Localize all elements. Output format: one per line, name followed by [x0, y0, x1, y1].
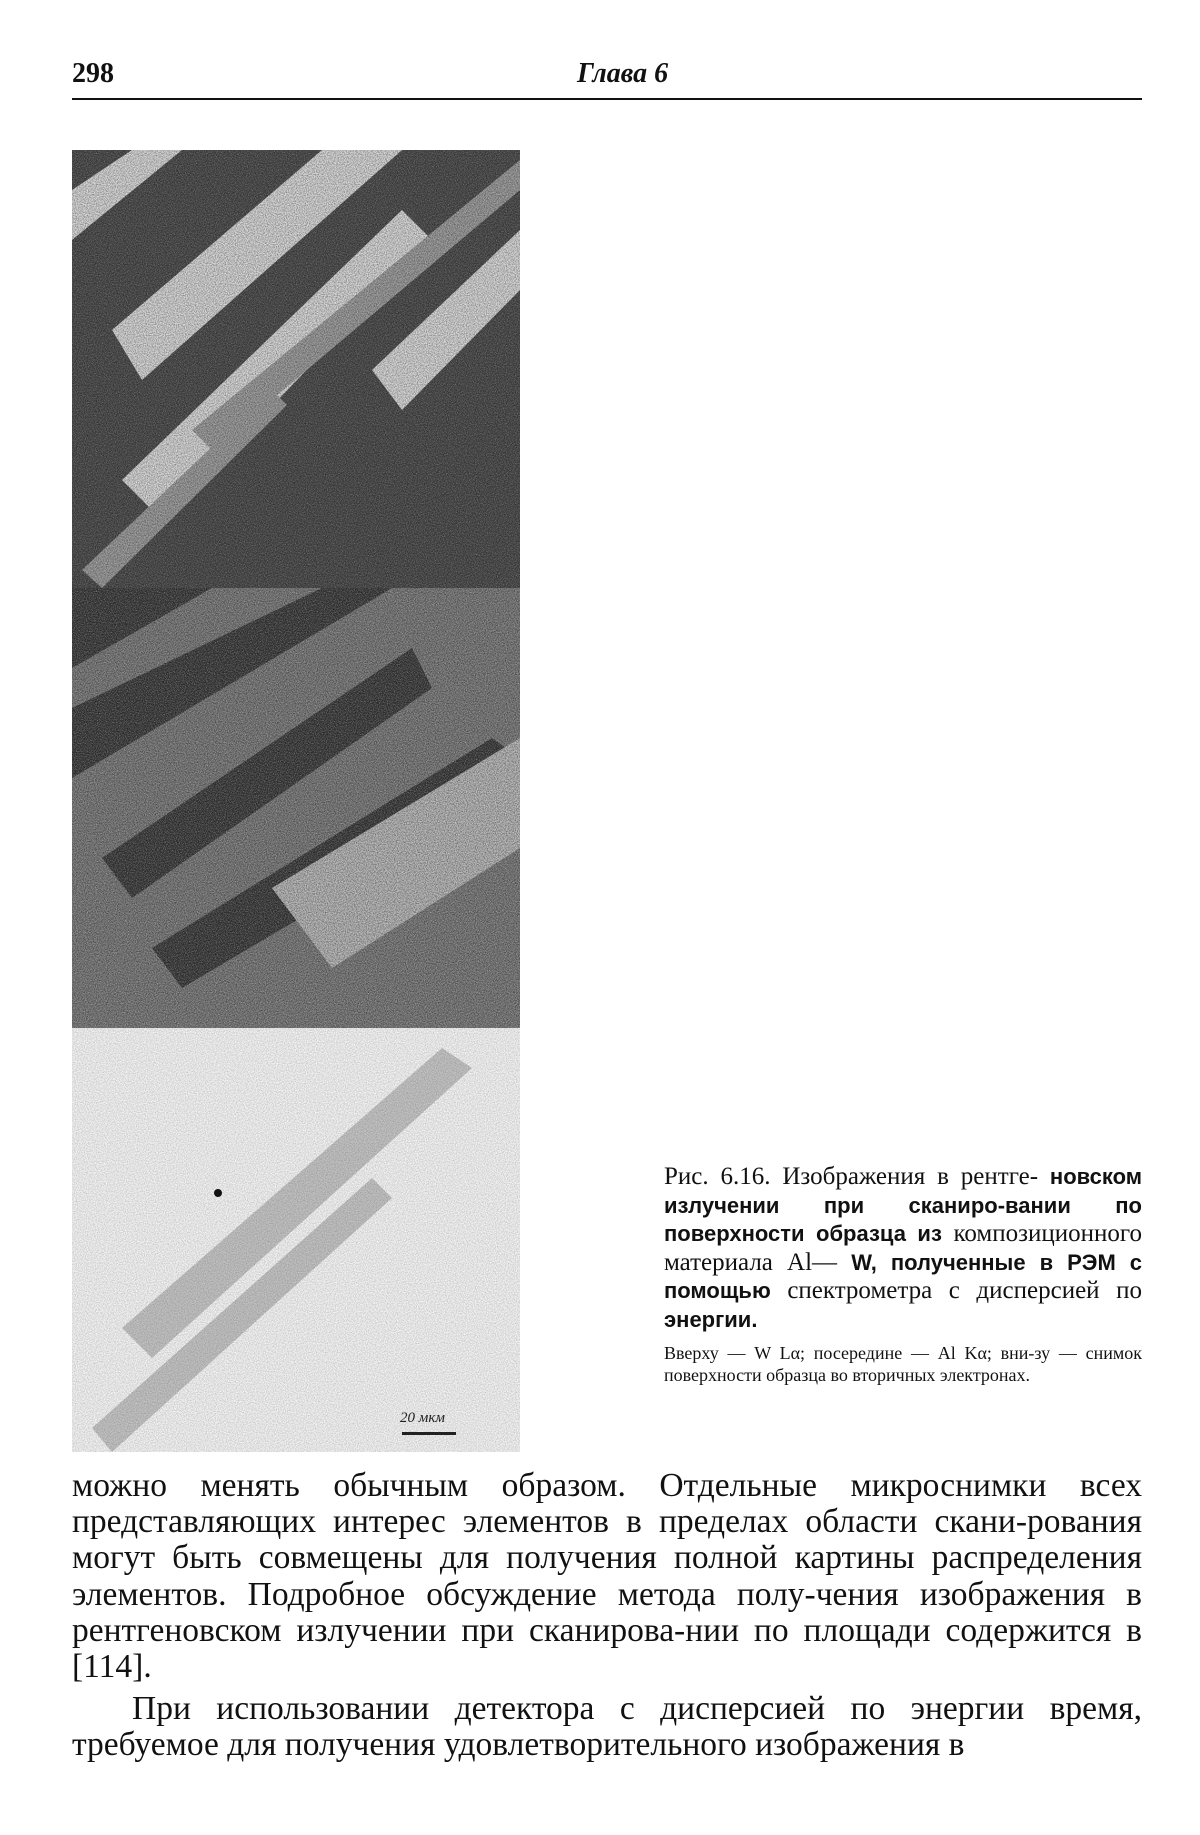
caption-text-2: композиционного материала Al—: [664, 1220, 1143, 1276]
caption-text-bold-1: новском излучении при сканиро-вании по поверхности образца из: [664, 1164, 1143, 1246]
caption-text-bold-2: W, полученные в РЭМ с помощью: [664, 1249, 1143, 1303]
page-header: [72, 58, 1142, 100]
chapter-title: Глава 6: [577, 58, 669, 89]
xray-map-al: [72, 588, 520, 1028]
caption-label: Рис. 6.16.: [664, 1163, 771, 1190]
secondary-electron-image: [72, 1028, 520, 1452]
caption-subtext: Вверху — W Lα; посередине — Al Kα; вни-зу — снимок поверхности образца во вторичных электронах.: [664, 1343, 1142, 1385]
scale-bar: [402, 1432, 456, 1435]
paragraph-2: При использовании детектора с дисперсией по энергии время, требуемое для получения удовлетворительного изображения в: [72, 1690, 1142, 1764]
xray-map-w: [72, 150, 520, 588]
header-rule: [72, 98, 1142, 100]
caption-text-3: спектрометра с дисперсией по: [787, 1277, 1143, 1304]
caption-text-bold-3: энергии.: [664, 1306, 758, 1332]
caption-main: [664, 1163, 1142, 1334]
figure-caption: [664, 1163, 1142, 1386]
scale-bar-label: 20 мкм: [400, 1410, 445, 1426]
figure-6-16: [72, 150, 520, 1452]
page-number: 298: [72, 58, 114, 89]
body-text: [72, 1468, 1142, 1764]
paragraph-1: можно менять обычным образом. Отдельные микроснимки всех представляющих интерес элементов в пределах области скани-рования могут быть совмещены для получения полной картины распределения элементов. Подробное обсуждение метода полу-чения изображения в рентгеновском излучении при сканирова-нии по площади содержится в [114].: [72, 1467, 1142, 1686]
caption-text-1: Изображения в рентге-: [782, 1163, 1039, 1190]
